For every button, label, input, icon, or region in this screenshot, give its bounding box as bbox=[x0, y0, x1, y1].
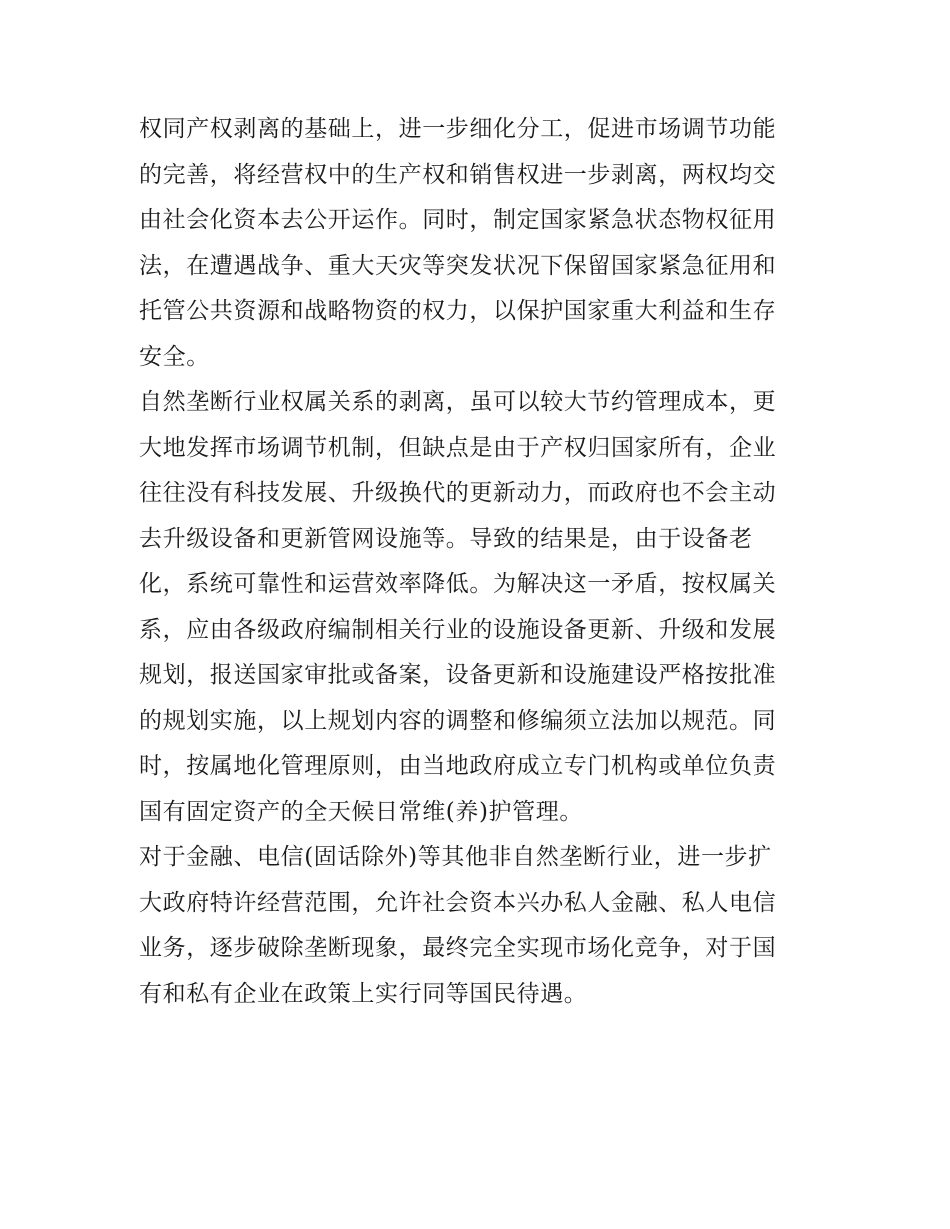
paragraph-1 bbox=[139, 107, 819, 380]
text-line: 的规划实施，以上规划内容的调整和修编须立法加以规范。同 bbox=[139, 707, 777, 734]
text-line: 大政府特许经营范围，允许社会资本兴办私人金融、私人电信 bbox=[139, 889, 777, 916]
text-line: 去升级设备和更新管网设施等。导致的结果是，由于设备老 bbox=[139, 525, 753, 552]
paragraph-3 bbox=[139, 835, 819, 1017]
text-line: 托管公共资源和战略物资的权力，以保护国家重大利益和生存 bbox=[139, 298, 777, 324]
text-line: 权同产权剥离的基础上，进一步细化分工，促进市场调节功能 bbox=[139, 116, 777, 142]
paragraph-2 bbox=[139, 380, 819, 835]
text-line: 对于金融、电信(固话除外)等其他非自然垄断行业，进一步扩 bbox=[139, 844, 772, 870]
text-line: 法，在遭遇战争、重大天灾等突发状况下保留国家紧急征用和 bbox=[139, 252, 777, 279]
text-line: 系，应由各级政府编制相关行业的设施设备更新、升级和发展 bbox=[139, 616, 777, 643]
text-line: 往往没有科技发展、升级换代的更新动力，而政府也不会主动 bbox=[139, 480, 777, 506]
text-line: 业务，逐步破除垄断现象，最终完全实现市场化竞争，对于国 bbox=[139, 935, 777, 961]
text-line: 安全。 bbox=[139, 343, 210, 370]
text-line: 大地发挥市场调节机制，但缺点是由于产权归国家所有，企业 bbox=[139, 434, 777, 461]
text-line: 规划，报送国家审批或备案，设备更新和设施建设严格按批准 bbox=[139, 662, 777, 688]
text-line: 国有固定资产的全天候日常维(养)护管理。 bbox=[139, 798, 583, 825]
body-text bbox=[139, 107, 819, 1017]
text-line: 有和私有企业在政策上实行同等国民待遇。 bbox=[139, 980, 588, 1007]
text-line: 时，按属地化管理原则，由当地政府成立专门机构或单位负责 bbox=[139, 753, 777, 779]
text-line: 的完善，将经营权中的生产权和销售权进一步剥离，两权均交 bbox=[139, 161, 777, 188]
text-line: 由社会化资本去公开运作。同时，制定国家紧急状态物权征用 bbox=[139, 207, 777, 233]
text-line: 自然垄断行业权属关系的剥离，虽可以较大节约管理成本，更 bbox=[139, 389, 777, 415]
text-line: 化，系统可靠性和运营效率降低。为解决这一矛盾，按权属关 bbox=[139, 571, 777, 597]
